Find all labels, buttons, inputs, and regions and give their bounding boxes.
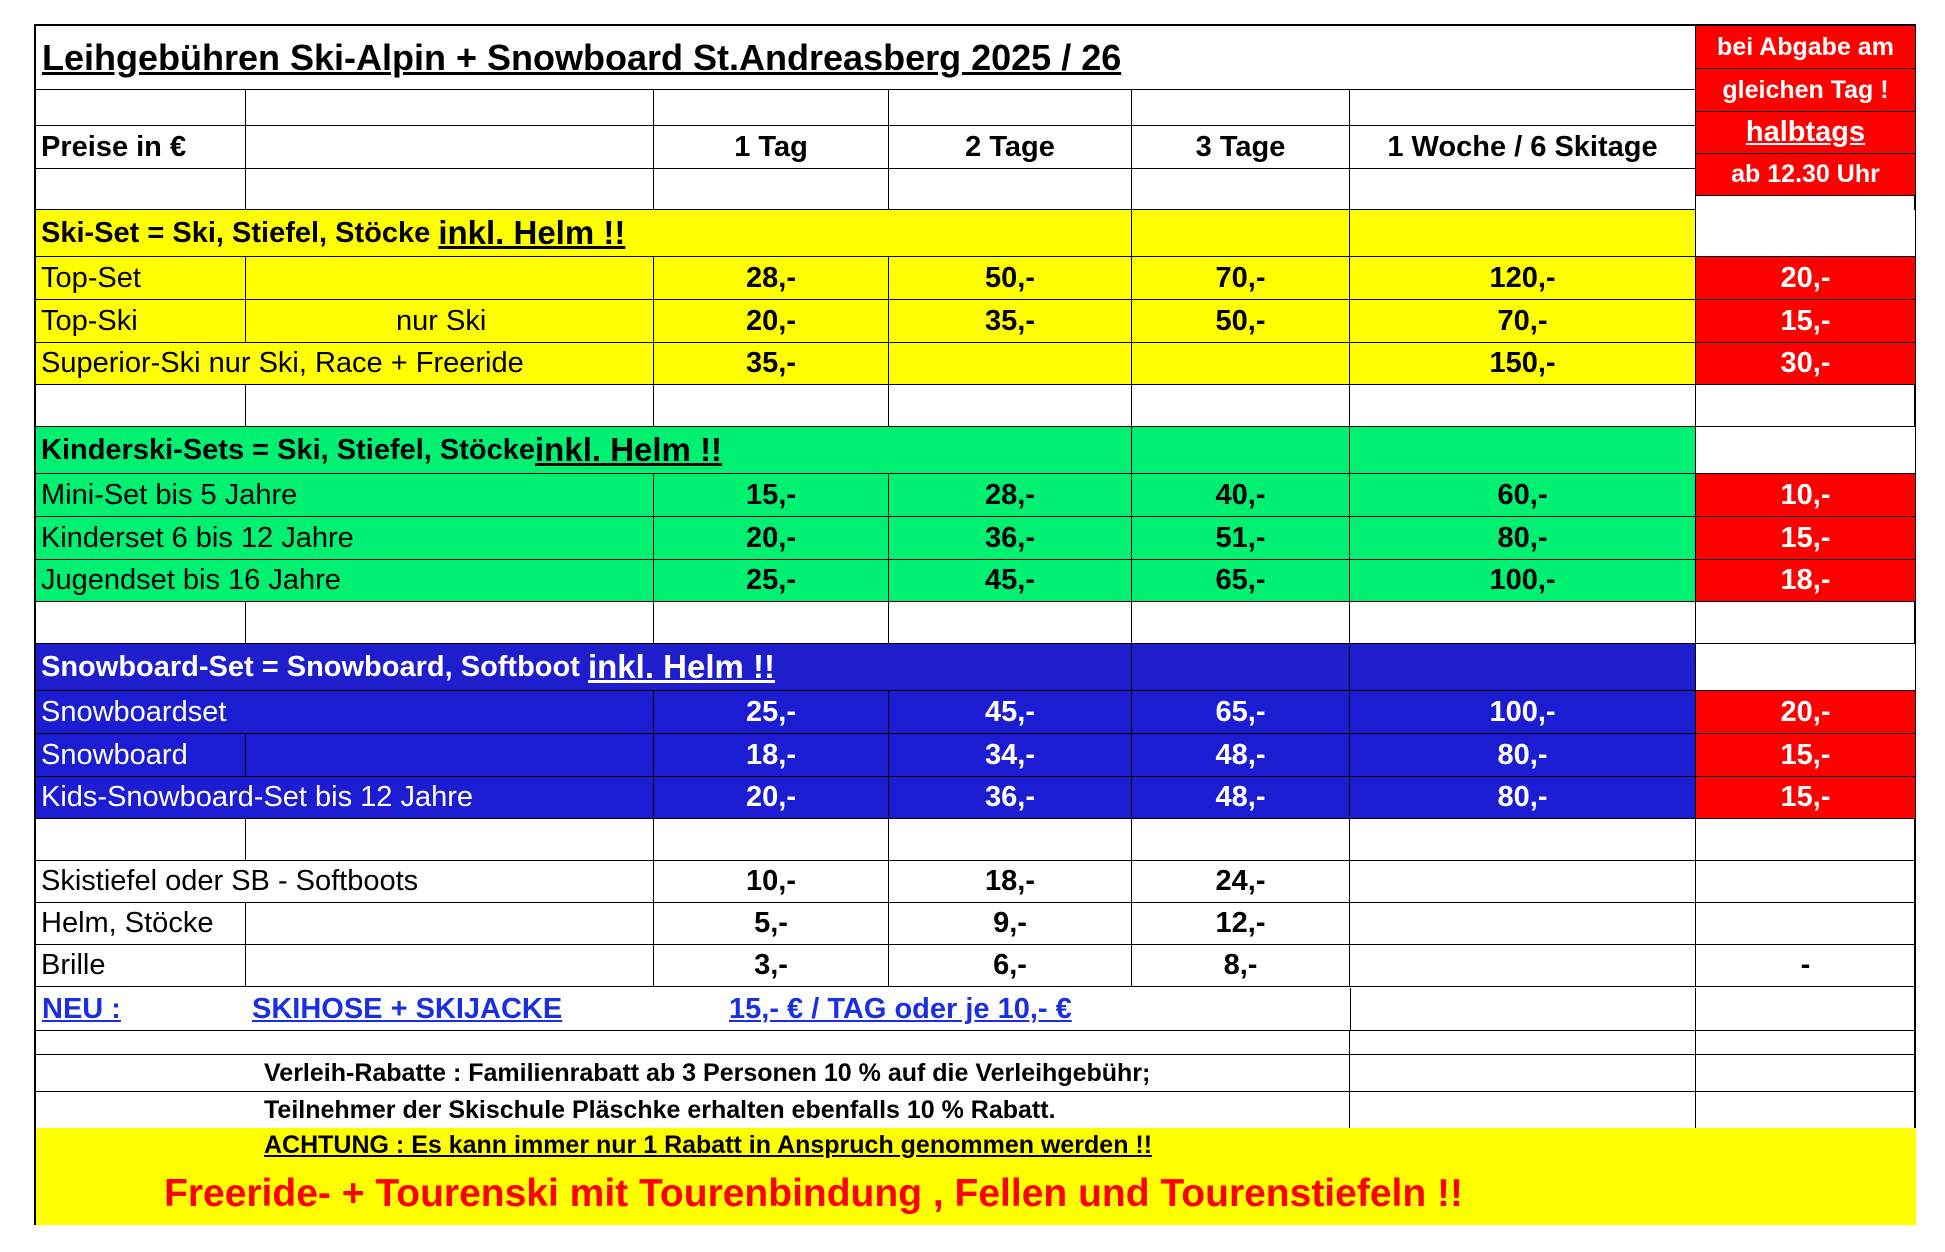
extra-day3: 8,- [1132, 945, 1350, 987]
extra-blank [246, 903, 654, 945]
price-week: 70,- [1350, 300, 1696, 343]
price-day1: 25,- [654, 560, 889, 602]
price-day3: 50,- [1132, 300, 1350, 343]
row-name: Kinderset 6 bis 12 Jahre [36, 517, 654, 560]
price-day3: 40,- [1132, 474, 1350, 517]
price-day1: 20,- [654, 517, 889, 560]
price-halfday: 15,- [1696, 300, 1916, 343]
ski-heading-text: Ski-Set = Ski, Stiefel, Stöcke [41, 216, 431, 249]
row-name: Top-Set [36, 257, 246, 300]
extra-day2: 6,- [889, 945, 1132, 987]
new-offer-price: 15,- € / TAG oder je 10,- € [729, 992, 1072, 1025]
row-name: Top-Ski [36, 300, 246, 343]
extra-day1: 5,- [654, 903, 889, 945]
halfday-header-line3: halbtags [1696, 112, 1916, 154]
price-day1: 15,- [654, 474, 889, 517]
halfday-header-line2: gleichen Tag ! [1696, 69, 1916, 112]
page-title [36, 26, 1696, 90]
price-halfday: 20,- [1696, 691, 1916, 734]
snowboard-heading-text: Snowboard-Set = Snowboard, Softboot [41, 650, 580, 683]
price-day2 [889, 343, 1132, 385]
price-halfday: 10,- [1696, 474, 1916, 517]
price-week: 150,- [1350, 343, 1696, 385]
ski-section-heading [36, 210, 1132, 257]
extra-day3: 12,- [1132, 903, 1350, 945]
row-sub: nur Ski [246, 300, 654, 343]
row-name: Mini-Set bis 5 Jahre [36, 474, 654, 517]
price-day1: 28,- [654, 257, 889, 300]
price-halfday: 18,- [1696, 560, 1916, 602]
discount-line1: Verleih-Rabatte : Familienrabatt ab 3 Personen 10 % auf die Verleihgebühr; [36, 1055, 1350, 1092]
price-day2: 45,- [889, 560, 1132, 602]
extra-week [1350, 945, 1696, 987]
price-day2: 50,- [889, 257, 1132, 300]
price-day3 [1132, 343, 1350, 385]
price-halfday: 15,- [1696, 517, 1916, 560]
extra-halfday [1696, 861, 1916, 903]
extra-halfday: - [1696, 945, 1916, 987]
discount-line2: Teilnehmer der Skischule Pläschke erhalten ebenfalls 10 % Rabatt. [36, 1092, 1350, 1128]
snowboard-heading-helm: inkl. Helm !! [587, 648, 775, 685]
price-day2: 35,- [889, 300, 1132, 343]
price-day1: 35,- [654, 343, 889, 385]
title-text: Leihgebühren Ski-Alpin + Snowboard St.Andreasberg 2025 / 26 [42, 36, 1122, 78]
price-week: 60,- [1350, 474, 1696, 517]
halfday-header-line4: ab 12.30 Uhr [1696, 154, 1916, 196]
row-sub [246, 257, 654, 300]
extra-blank [246, 945, 654, 987]
footer-text: Freeride- + Tourenski mit Tourenbindung , Fellen und Tourenstiefeln !! [164, 1172, 1463, 1215]
price-day3: 48,- [1132, 777, 1350, 819]
extra-day3: 24,- [1132, 861, 1350, 903]
price-day3: 65,- [1132, 691, 1350, 734]
price-day3: 70,- [1132, 257, 1350, 300]
kids-section-heading [36, 427, 1132, 474]
footer-block [36, 1128, 1916, 1225]
price-week: 80,- [1350, 777, 1696, 819]
price-day3: 65,- [1132, 560, 1350, 602]
new-offer-row [36, 988, 1350, 1031]
price-day2: 45,- [889, 691, 1132, 734]
price-day2: 36,- [889, 777, 1132, 819]
halfday-header-line1: bei Abgabe am [1696, 26, 1916, 69]
price-halfday: 15,- [1696, 777, 1916, 819]
price-week: 80,- [1350, 517, 1696, 560]
price-week: 100,- [1350, 560, 1696, 602]
row-name: Snowboardset [36, 691, 654, 734]
row-name: Snowboard [36, 734, 246, 777]
column-day1: 1 Tag [654, 126, 889, 169]
row-name: Kids-Snowboard-Set bis 12 Jahre [36, 777, 654, 819]
price-day3: 51,- [1132, 517, 1350, 560]
kids-heading-text: Kinderski-Sets = Ski, Stiefel, Stöcke [41, 433, 536, 466]
extra-day2: 9,- [889, 903, 1132, 945]
extra-week [1350, 861, 1696, 903]
price-week: 80,- [1350, 734, 1696, 777]
price-day1: 20,- [654, 300, 889, 343]
column-day2: 2 Tage [889, 126, 1132, 169]
price-week: 120,- [1350, 257, 1696, 300]
extra-day1: 10,- [654, 861, 889, 903]
price-day1: 25,- [654, 691, 889, 734]
price-day2: 28,- [889, 474, 1132, 517]
price-day3: 48,- [1132, 734, 1350, 777]
ski-heading-helm: inkl. Helm !! [438, 214, 626, 251]
price-day2: 36,- [889, 517, 1132, 560]
extra-day1: 3,- [654, 945, 889, 987]
row-sub [246, 734, 654, 777]
row-name: Superior-Ski nur Ski, Race + Freeride [36, 343, 654, 385]
price-day1: 20,- [654, 777, 889, 819]
price-day1: 18,- [654, 734, 889, 777]
price-halfday: 15,- [1696, 734, 1916, 777]
discount-warning: ACHTUNG : Es kann immer nur 1 Rabatt in Anspruch genommen werden !! [264, 1131, 1153, 1159]
new-offer-label: NEU : [42, 992, 121, 1025]
extra-halfday [1696, 903, 1916, 945]
column-day3: 3 Tage [1132, 126, 1350, 169]
extra-name: Skistiefel oder SB - Softboots [36, 861, 654, 903]
column-week: 1 Woche / 6 Skitage [1350, 126, 1696, 169]
price-halfday: 20,- [1696, 257, 1916, 300]
column-label: Preise in € [36, 126, 246, 169]
price-week: 100,- [1350, 691, 1696, 734]
kids-heading-helm: inkl. Helm !! [535, 431, 723, 468]
extra-week [1350, 903, 1696, 945]
price-day2: 34,- [889, 734, 1132, 777]
extra-day2: 18,- [889, 861, 1132, 903]
price-halfday: 30,- [1696, 343, 1916, 385]
price-table [34, 24, 1916, 1225]
new-offer-item: SKIHOSE + SKIJACKE [252, 992, 563, 1025]
snowboard-section-heading [36, 644, 1132, 691]
extra-name: Helm, Stöcke [36, 903, 246, 945]
row-name: Jugendset bis 16 Jahre [36, 560, 654, 602]
extra-name: Brille [36, 945, 246, 987]
